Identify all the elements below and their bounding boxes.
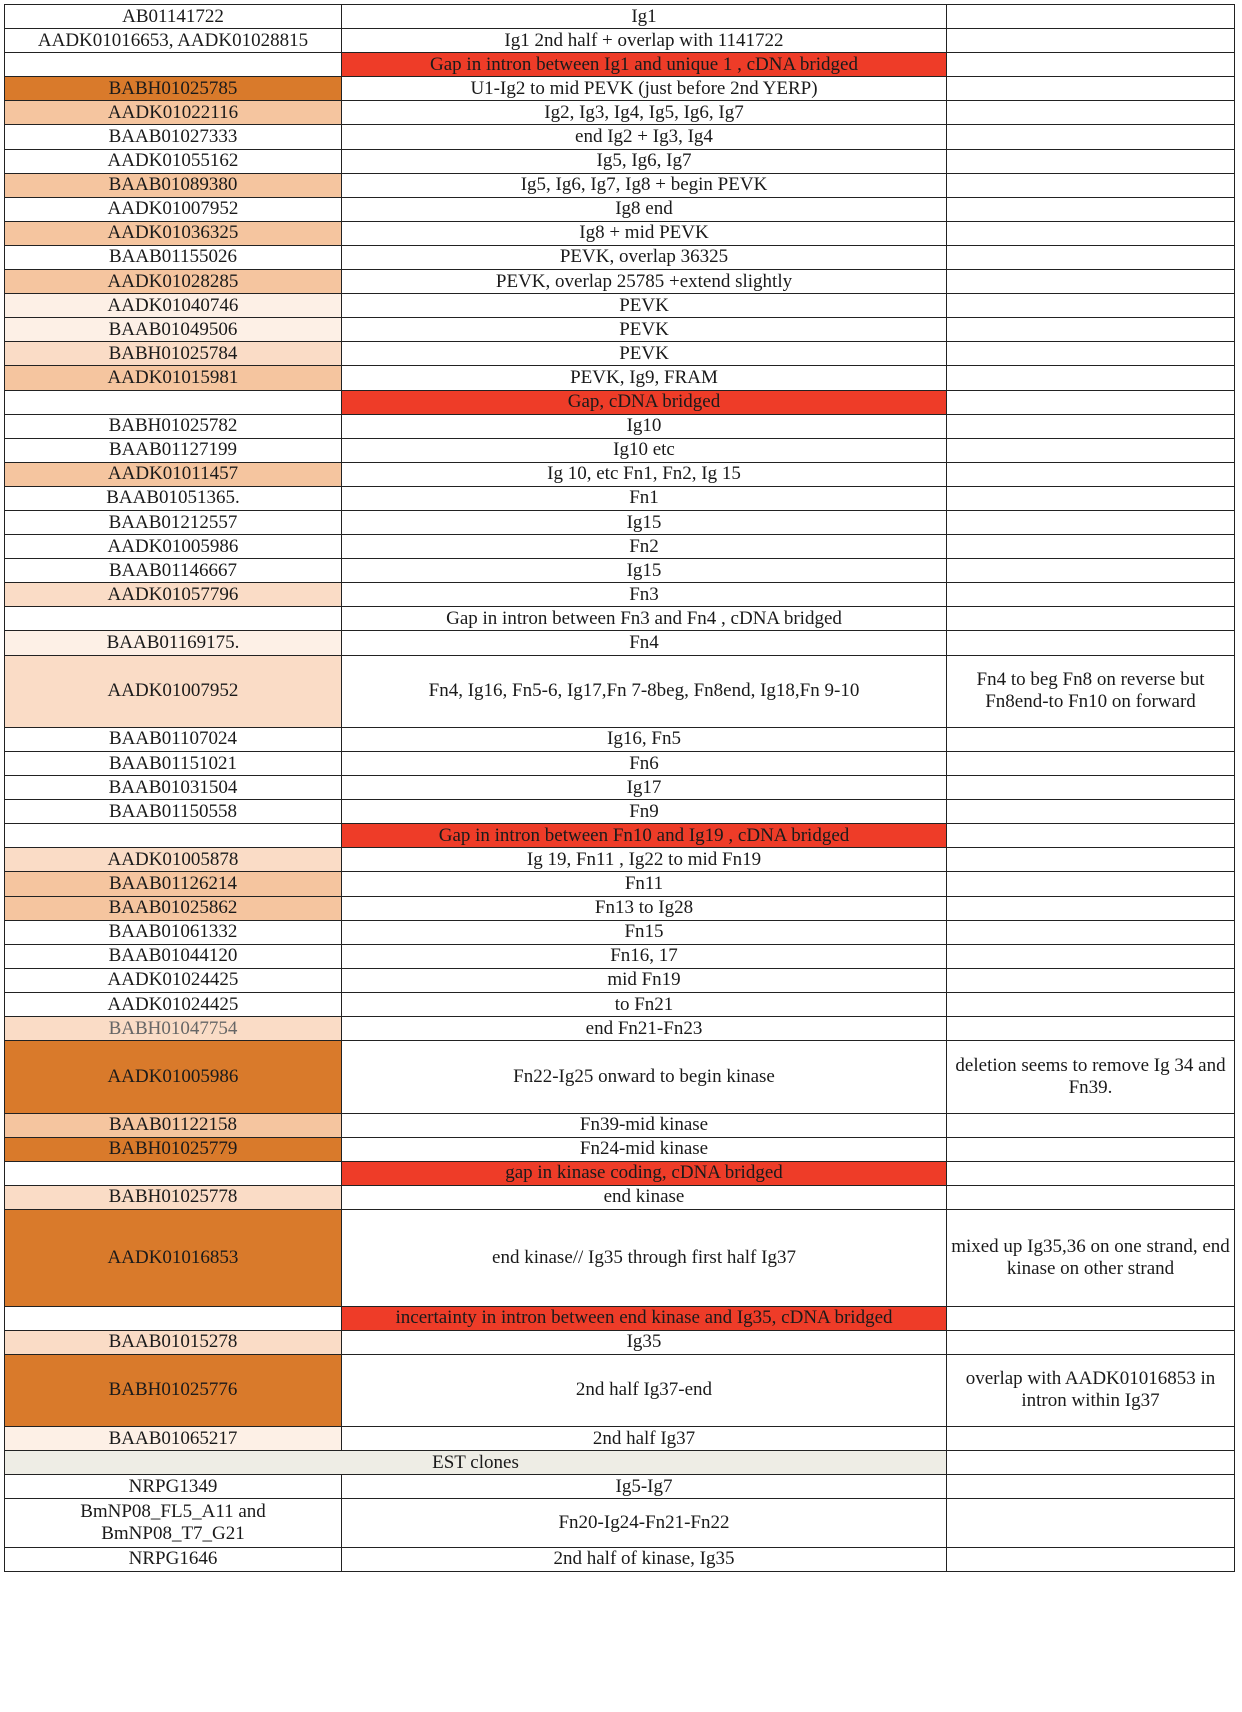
accession-cell: BAAB01169175. <box>5 631 342 655</box>
coverage-description-cell: Ig8 end <box>342 197 947 221</box>
table-row <box>5 1017 1235 1041</box>
note-cell <box>947 920 1235 944</box>
table-row <box>5 342 1235 366</box>
table-row <box>5 318 1235 342</box>
accession-cell: AADK01005878 <box>5 848 342 872</box>
accession-cell: AADK01036325 <box>5 221 342 245</box>
table-row <box>5 221 1235 245</box>
coverage-description-cell: 2nd half Ig37 <box>342 1427 947 1451</box>
coverage-description-cell: Ig10 etc <box>342 438 947 462</box>
note-cell <box>947 872 1235 896</box>
accession-cell: NRPG1349 <box>5 1475 342 1499</box>
coverage-description-cell: 2nd half Ig37-end <box>342 1354 947 1426</box>
note-cell <box>947 197 1235 221</box>
note-cell <box>947 1451 1235 1475</box>
table-row <box>5 1185 1235 1209</box>
note-cell <box>947 1499 1235 1547</box>
accession-cell: BAAB01127199 <box>5 438 342 462</box>
note-cell <box>947 607 1235 631</box>
table-row <box>5 727 1235 751</box>
table-row <box>5 270 1235 294</box>
accession-cell: BAAB01065217 <box>5 1427 342 1451</box>
table-row <box>5 655 1235 727</box>
note-cell <box>947 149 1235 173</box>
accession-cell: BABH01047754 <box>5 1017 342 1041</box>
accession-cell: AADK01022116 <box>5 101 342 125</box>
coverage-description-cell: Fn13 to Ig28 <box>342 896 947 920</box>
accession-cell: BAAB01061332 <box>5 920 342 944</box>
table-row <box>5 583 1235 607</box>
note-cell <box>947 462 1235 486</box>
table-row <box>5 486 1235 510</box>
accession-cell: BABH01025779 <box>5 1137 342 1161</box>
accession-cell: BAAB01051365. <box>5 486 342 510</box>
table-row <box>5 149 1235 173</box>
coverage-description-cell: Fn3 <box>342 583 947 607</box>
note-cell <box>947 294 1235 318</box>
table-row <box>5 968 1235 992</box>
accession-cell: BAAB01155026 <box>5 245 342 269</box>
table-row <box>5 631 1235 655</box>
coverage-description-cell: end kinase// Ig35 through first half Ig37 <box>342 1209 947 1306</box>
table-row <box>5 294 1235 318</box>
coverage-description-cell: Fn22-Ig25 onward to begin kinase <box>342 1041 947 1113</box>
accession-cell: AADK01007952 <box>5 197 342 221</box>
coverage-description-cell: Gap in intron between Fn3 and Fn4 , cDNA bridged <box>342 607 947 631</box>
note-cell <box>947 366 1235 390</box>
note-cell <box>947 1475 1235 1499</box>
gap-row <box>5 1161 1235 1185</box>
gap-description-cell: Gap in intron between Fn10 and Ig19 , cDNA bridged <box>342 824 947 848</box>
note-cell <box>947 1547 1235 1571</box>
accession-cell: AADK01024425 <box>5 992 342 1016</box>
note-cell <box>947 968 1235 992</box>
table-row <box>5 125 1235 149</box>
note-cell <box>947 245 1235 269</box>
accession-cell: NRPG1646 <box>5 1547 342 1571</box>
note-cell <box>947 101 1235 125</box>
note-cell <box>947 510 1235 534</box>
accession-cell: AADK01016653, AADK01028815 <box>5 29 342 53</box>
table-row <box>5 944 1235 968</box>
coverage-description-cell: PEVK <box>342 342 947 366</box>
note-cell <box>947 559 1235 583</box>
coverage-description-cell: Ig15 <box>342 510 947 534</box>
accession-cell: BAAB01151021 <box>5 752 342 776</box>
coverage-description-cell: end Fn21-Fn23 <box>342 1017 947 1041</box>
coverage-description-cell: PEVK <box>342 318 947 342</box>
coverage-description-cell: Ig8 + mid PEVK <box>342 221 947 245</box>
note-cell <box>947 29 1235 53</box>
note-cell <box>947 727 1235 751</box>
coverage-description-cell: end Ig2 + Ig3, Ig4 <box>342 125 947 149</box>
table-row <box>5 800 1235 824</box>
table-row <box>5 920 1235 944</box>
note-cell <box>947 944 1235 968</box>
gap-description-cell: incertainty in intron between end kinase and Ig35, cDNA bridged <box>342 1306 947 1330</box>
coverage-description-cell: Fn16, 17 <box>342 944 947 968</box>
accession-cell: BAAB01015278 <box>5 1330 342 1354</box>
note-cell <box>947 1113 1235 1137</box>
note-cell <box>947 776 1235 800</box>
note-cell <box>947 1427 1235 1451</box>
accession-cell: BABH01025776 <box>5 1354 342 1426</box>
coverage-description-cell: Ig16, Fn5 <box>342 727 947 751</box>
table-row <box>5 1547 1235 1571</box>
table-row <box>5 607 1235 631</box>
table-row <box>5 1330 1235 1354</box>
note-cell <box>947 583 1235 607</box>
coverage-description-cell: mid Fn19 <box>342 968 947 992</box>
est-section-row <box>5 1451 1235 1475</box>
coverage-description-cell: PEVK, overlap 36325 <box>342 245 947 269</box>
accession-cell <box>5 824 342 848</box>
table-row <box>5 872 1235 896</box>
table-row <box>5 510 1235 534</box>
coverage-description-cell: Fn4 <box>342 631 947 655</box>
note-cell <box>947 824 1235 848</box>
accession-cell: BAAB01122158 <box>5 1113 342 1137</box>
accession-cell: AADK01016853 <box>5 1209 342 1306</box>
accession-cell: BAAB01049506 <box>5 318 342 342</box>
table-row <box>5 462 1235 486</box>
note-cell <box>947 221 1235 245</box>
note-cell <box>947 1017 1235 1041</box>
table-row <box>5 197 1235 221</box>
coverage-description-cell: Fn2 <box>342 535 947 559</box>
accession-cell: BAAB01107024 <box>5 727 342 751</box>
accession-cell: AADK01040746 <box>5 294 342 318</box>
coverage-description-cell: Ig10 <box>342 414 947 438</box>
table-row <box>5 1209 1235 1306</box>
coverage-description-cell: Ig5, Ig6, Ig7, Ig8 + begin PEVK <box>342 173 947 197</box>
coverage-description-cell: Fn9 <box>342 800 947 824</box>
table-row <box>5 1475 1235 1499</box>
accession-cell <box>5 1306 342 1330</box>
table-row <box>5 776 1235 800</box>
table-row <box>5 848 1235 872</box>
note-cell <box>947 848 1235 872</box>
note-cell: mixed up Ig35,36 on one strand, end kinase on other strand <box>947 1209 1235 1306</box>
note-cell <box>947 414 1235 438</box>
accession-cell <box>5 390 342 414</box>
table-row <box>5 752 1235 776</box>
table-row <box>5 245 1235 269</box>
coverage-description-cell: Fn24-mid kinase <box>342 1137 947 1161</box>
note-cell <box>947 77 1235 101</box>
note-cell: Fn4 to beg Fn8 on reverse but Fn8end-to Fn10 on forward <box>947 655 1235 727</box>
coverage-description-cell: Ig5, Ig6, Ig7 <box>342 149 947 173</box>
accession-cell: AB01141722 <box>5 5 342 29</box>
accession-cell: BAAB01146667 <box>5 559 342 583</box>
accession-cell: BAAB01126214 <box>5 872 342 896</box>
table-row <box>5 366 1235 390</box>
accession-cell: AADK01028285 <box>5 270 342 294</box>
accession-cell <box>5 607 342 631</box>
table-row <box>5 1427 1235 1451</box>
accession-cell <box>5 53 342 77</box>
coverage-description-cell: Ig15 <box>342 559 947 583</box>
accession-cell: BAAB01089380 <box>5 173 342 197</box>
accession-cell <box>5 1161 342 1185</box>
accession-cell: BAAB01025862 <box>5 896 342 920</box>
table-row <box>5 1041 1235 1113</box>
accession-cell: AADK01005986 <box>5 1041 342 1113</box>
note-cell <box>947 342 1235 366</box>
coverage-description-cell: Ig2, Ig3, Ig4, Ig5, Ig6, Ig7 <box>342 101 947 125</box>
table-row <box>5 5 1235 29</box>
note-cell <box>947 535 1235 559</box>
gap-description-cell: Gap, cDNA bridged <box>342 390 947 414</box>
note-cell <box>947 270 1235 294</box>
accession-cell: AADK01015981 <box>5 366 342 390</box>
accession-cell: BABH01025782 <box>5 414 342 438</box>
contig-table-body <box>5 5 1235 1572</box>
gap-row <box>5 1306 1235 1330</box>
accession-cell: AADK01007952 <box>5 655 342 727</box>
contig-table <box>4 4 1235 1572</box>
accession-cell: AADK01024425 <box>5 968 342 992</box>
table-row <box>5 896 1235 920</box>
gap-description-cell: gap in kinase coding, cDNA bridged <box>342 1161 947 1185</box>
note-cell <box>947 125 1235 149</box>
coverage-description-cell: Ig1 <box>342 5 947 29</box>
note-cell <box>947 752 1235 776</box>
note-cell <box>947 1161 1235 1185</box>
coverage-description-cell: Fn20-Ig24-Fn21-Fn22 <box>342 1499 947 1547</box>
accession-cell: BmNP08_FL5_A11 and BmNP08_T7_G21 <box>5 1499 342 1547</box>
table-row <box>5 77 1235 101</box>
note-cell <box>947 173 1235 197</box>
accession-cell: BABH01025785 <box>5 77 342 101</box>
note-cell: deletion seems to remove Ig 34 and Fn39. <box>947 1041 1235 1113</box>
note-cell: overlap with AADK01016853 in intron within Ig37 <box>947 1354 1235 1426</box>
coverage-description-cell: Ig 10, etc Fn1, Fn2, Ig 15 <box>342 462 947 486</box>
coverage-description-cell: PEVK <box>342 294 947 318</box>
note-cell <box>947 631 1235 655</box>
table-row <box>5 1354 1235 1426</box>
note-cell <box>947 486 1235 510</box>
coverage-description-cell: Ig35 <box>342 1330 947 1354</box>
accession-cell: BAAB01150558 <box>5 800 342 824</box>
coverage-description-cell: Fn1 <box>342 486 947 510</box>
accession-cell: BAAB01027333 <box>5 125 342 149</box>
coverage-description-cell: Fn4, Ig16, Fn5-6, Ig17,Fn 7-8beg, Fn8end, Ig18,Fn 9-10 <box>342 655 947 727</box>
accession-cell: BAAB01044120 <box>5 944 342 968</box>
note-cell <box>947 5 1235 29</box>
accession-cell: BAAB01212557 <box>5 510 342 534</box>
accession-cell: AADK01011457 <box>5 462 342 486</box>
note-cell <box>947 438 1235 462</box>
note-cell <box>947 318 1235 342</box>
coverage-description-cell: Fn11 <box>342 872 947 896</box>
note-cell <box>947 1137 1235 1161</box>
accession-cell: BABH01025784 <box>5 342 342 366</box>
accession-cell: AADK01005986 <box>5 535 342 559</box>
gap-description-cell: Gap in intron between Ig1 and unique 1 , cDNA bridged <box>342 53 947 77</box>
table-row <box>5 992 1235 1016</box>
est-section-label: EST clones <box>5 1451 947 1475</box>
coverage-description-cell: Ig17 <box>342 776 947 800</box>
gap-row <box>5 53 1235 77</box>
note-cell <box>947 896 1235 920</box>
note-cell <box>947 992 1235 1016</box>
gap-row <box>5 390 1235 414</box>
table-row <box>5 173 1235 197</box>
coverage-description-cell: Ig1 2nd half + overlap with 1141722 <box>342 29 947 53</box>
coverage-description-cell: Fn39-mid kinase <box>342 1113 947 1137</box>
table-row <box>5 1499 1235 1547</box>
table-row <box>5 438 1235 462</box>
coverage-description-cell: 2nd half of kinase, Ig35 <box>342 1547 947 1571</box>
coverage-description-cell: Ig5-Ig7 <box>342 1475 947 1499</box>
table-row <box>5 101 1235 125</box>
coverage-description-cell: PEVK, overlap 25785 +extend slightly <box>342 270 947 294</box>
accession-cell: BABH01025778 <box>5 1185 342 1209</box>
table-row <box>5 1137 1235 1161</box>
table-row <box>5 1113 1235 1137</box>
coverage-description-cell: Ig 19, Fn11 , Ig22 to mid Fn19 <box>342 848 947 872</box>
coverage-description-cell: Fn15 <box>342 920 947 944</box>
note-cell <box>947 800 1235 824</box>
table-row <box>5 559 1235 583</box>
table-row <box>5 535 1235 559</box>
note-cell <box>947 1185 1235 1209</box>
accession-cell: AADK01057796 <box>5 583 342 607</box>
coverage-description-cell: PEVK, Ig9, FRAM <box>342 366 947 390</box>
note-cell <box>947 53 1235 77</box>
table-row <box>5 29 1235 53</box>
coverage-description-cell: U1-Ig2 to mid PEVK (just before 2nd YERP) <box>342 77 947 101</box>
note-cell <box>947 390 1235 414</box>
coverage-description-cell: Fn6 <box>342 752 947 776</box>
accession-cell: BAAB01031504 <box>5 776 342 800</box>
note-cell <box>947 1306 1235 1330</box>
coverage-description-cell: to Fn21 <box>342 992 947 1016</box>
coverage-description-cell: end kinase <box>342 1185 947 1209</box>
note-cell <box>947 1330 1235 1354</box>
gap-row <box>5 824 1235 848</box>
accession-cell: AADK01055162 <box>5 149 342 173</box>
table-row <box>5 414 1235 438</box>
